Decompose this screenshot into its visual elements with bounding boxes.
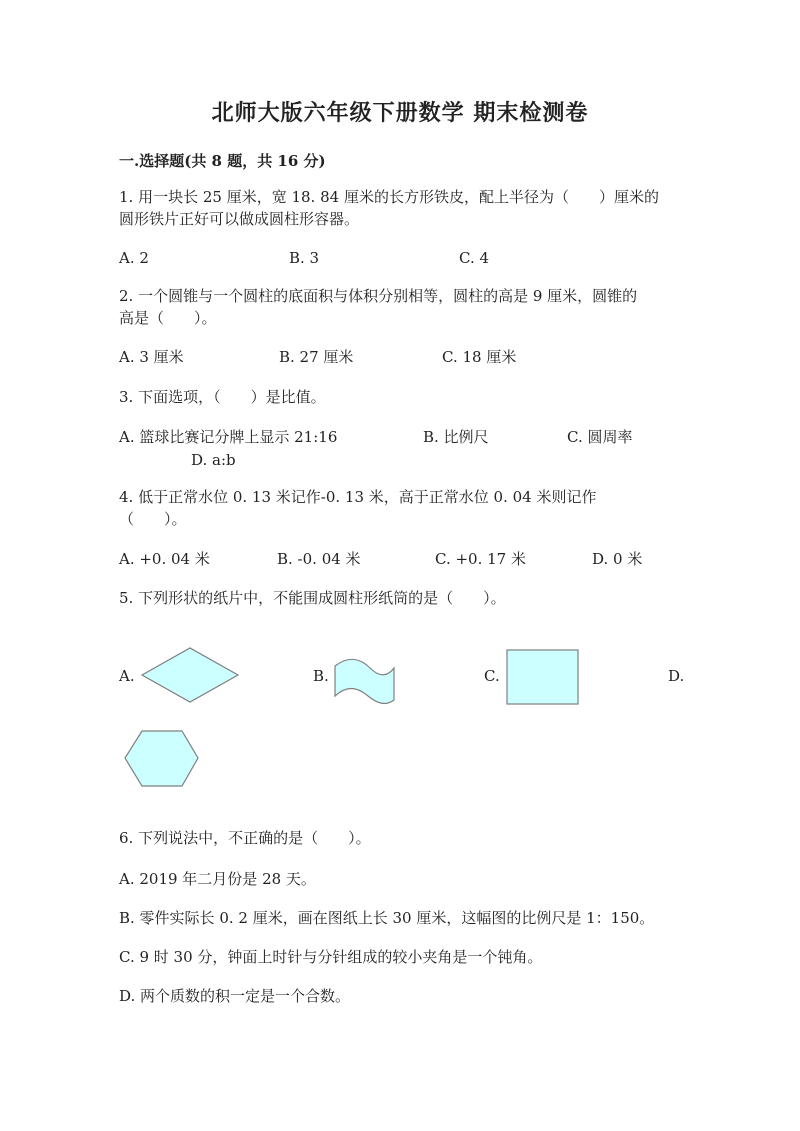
question-4-option-c: C. +0. 17 米 [435,550,526,568]
question-2-option-b: B. 27 厘米 [279,348,354,366]
question-6-option-b: B. 零件实际长 0. 2 厘米，画在图纸上长 30 厘米，这幅图的比例尺是 1：150。 [119,909,655,927]
question-3-line-1: 3. 下面选项，（ ）是比值。 [119,388,326,406]
question-3-option-b: B. 比例尺 [423,428,489,446]
question-3-option-d: D. a:b [191,451,236,469]
question-5-line-1: 5. 下列形状的纸片中，不能围成圆柱形纸筒的是（ ）。 [119,589,506,607]
question-5-label-d: D. [668,667,685,685]
question-6-option-a: A. 2019 年二月份是 28 天。 [119,870,316,888]
question-1-option-b: B. 3 [289,249,320,267]
page-title: 北师大版六年级下册数学 期末检测卷 [211,100,589,126]
question-6-line-1: 6. 下列说法中，不正确的是（ ）。 [119,829,371,847]
question-5-label-c: C. [484,667,500,685]
question-4-line-1: 4. 低于正常水位 0. 13 米记作-0. 13 米，高于正常水位 0. 04 米则记作 [119,488,597,506]
question-6-option-d: D. 两个质数的积一定是一个合数。 [119,987,351,1005]
question-3-option-c: C. 圆周率 [567,428,633,446]
question-4-option-a: A. +0. 04 米 [119,550,210,568]
question-4-option-b: B. -0. 04 米 [277,550,361,568]
question-1-option-c: C. 4 [459,249,490,267]
question-2-line-1: 2. 一个圆锥与一个圆柱的底面积与体积分别相等，圆柱的高是 9 厘米，圆锥的 [119,287,638,305]
question-2-option-a: A. 3 厘米 [119,348,184,366]
hexagon-shape [122,728,202,790]
question-5-label-a: A. [119,667,135,685]
question-5-label-b: B. [313,667,329,685]
question-1-line-2: 圆形铁片正好可以做成圆柱形容器。 [119,210,360,228]
rectangle-shape [505,648,581,706]
section-heading: 一.选择题(共 8 题，共 16 分) [119,152,326,170]
question-4-option-d: D. 0 米 [592,550,643,568]
question-1-option-a: A. 2 [119,249,149,267]
wavy-parallelogram-shape [330,654,400,706]
question-6-option-c: C. 9 时 30 分，钟面上时针与分针组成的较小夹角是一个钝角。 [119,948,543,966]
question-2-line-2: 高是（ ）。 [119,309,217,327]
question-1-line-1: 1. 用一块长 25 厘米，宽 18. 84 厘米的长方形铁皮，配上半径为（ ）厘米的 [119,188,659,206]
question-4-line-2: （ ）。 [119,510,187,528]
question-2-option-c: C. 18 厘米 [442,348,517,366]
rhombus-shape [138,644,242,706]
question-3-option-a: A. 篮球比赛记分牌上显示 21:16 [119,428,338,446]
